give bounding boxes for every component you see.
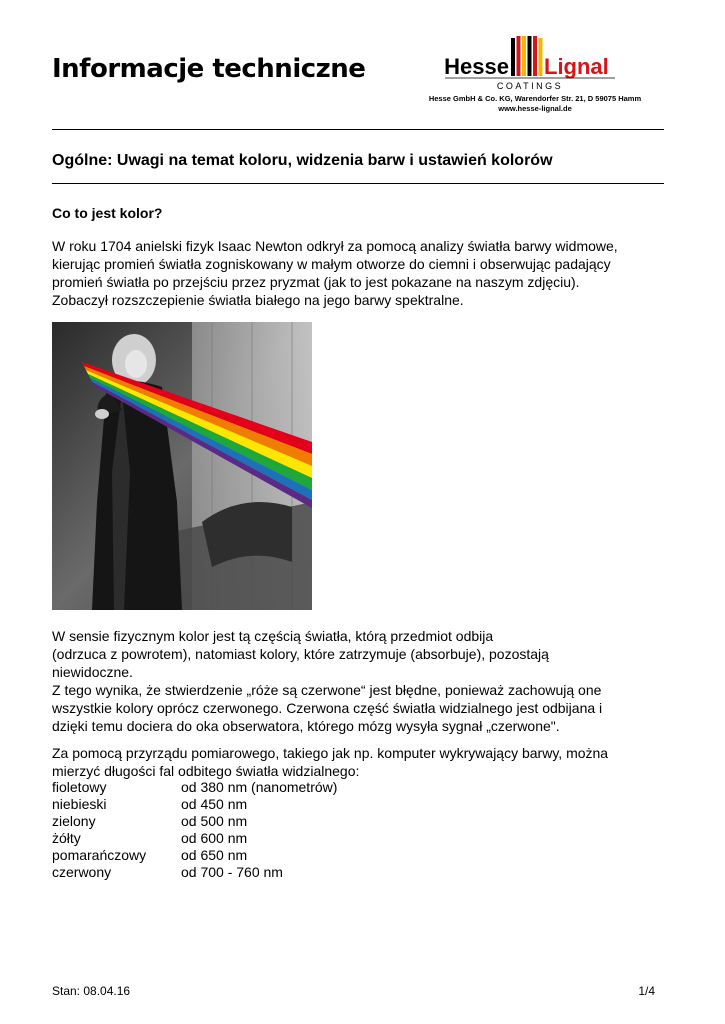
- color-name: niebieski: [52, 796, 107, 812]
- physics-paragraph: [52, 627, 664, 735]
- table-row: [52, 830, 337, 847]
- table-row: [52, 779, 337, 796]
- logo-mark: [415, 36, 655, 96]
- measure-line: Za pomocą przyrządu pomiarowego, takiego jak np. komputer wykrywający barwy, można: [52, 745, 609, 761]
- wavelength-value: od 380 nm (nanometrów): [181, 779, 338, 795]
- logo-brand-right: Lignal: [544, 54, 609, 79]
- wavelength-value: od 500 nm: [181, 813, 248, 829]
- page-number: 1/4: [638, 984, 655, 998]
- color-name: fioletowy: [52, 779, 107, 795]
- color-name: żółty: [52, 830, 81, 846]
- measure-line: mierzyć długości fal odbitego światła widzialnego:: [52, 763, 360, 779]
- newton-prism-image: [52, 322, 312, 610]
- body-line: dzięki temu dociera do oka obserwatora, którego mózg wysyła sygnał „czerwone".: [52, 718, 560, 734]
- wavelength-value: od 650 nm: [181, 847, 248, 863]
- intro-line: kierując promień światła zogniskowany w małym otworze do ciemni i obserwując padający: [52, 256, 611, 272]
- intro-line: Zobaczył rozszczepienie światła białego na jego barwy spektralne.: [52, 292, 464, 308]
- section-title: Ogólne: Uwagi na temat koloru, widzenia barw i ustawień kolorów: [52, 152, 553, 169]
- color-name: pomarańczowy: [52, 847, 147, 863]
- intro-paragraph: [52, 237, 664, 309]
- color-name: czerwony: [52, 864, 112, 880]
- logo-tagline: COATINGS: [496, 81, 564, 91]
- wavelength-value: od 450 nm: [181, 796, 248, 812]
- company-website: www.hesse-lignal.de: [498, 104, 572, 113]
- company-address-block: [415, 94, 655, 114]
- wavelength-table: [52, 779, 337, 881]
- table-row: [52, 847, 337, 864]
- body-line: W sensie fizycznym kolor jest tą częścią światła, którą przedmiot odbija: [52, 628, 494, 644]
- body-line: (odrzuca z powrotem), natomiast kolory, które zatrzymuje (absorbuje), pozostają: [52, 646, 549, 662]
- subheading: Co to jest kolor?: [52, 205, 163, 221]
- wavelength-value: od 700 - 760 nm: [181, 864, 283, 880]
- measurement-paragraph: [52, 744, 664, 780]
- hesse-lignal-logo: [415, 36, 655, 124]
- header-divider: [52, 129, 664, 130]
- table-row: [52, 796, 337, 813]
- intro-line: W roku 1704 anielski fizyk Isaac Newton odkrył za pomocą analizy światła barwy widmowe,: [52, 238, 618, 254]
- section-divider: [52, 183, 664, 184]
- logo-brand-left: Hesse: [444, 54, 509, 79]
- body-line: wszystkie kolory oprócz czerwonego. Czerwona część światła widzialnego jest odbijana i: [52, 700, 603, 716]
- body-line: niewidoczne.: [52, 664, 133, 680]
- table-row: [52, 813, 337, 830]
- intro-line: promień światła po przejściu przez pryzmat (jak to jest pokazane na naszym zdjęciu).: [52, 274, 580, 290]
- color-name: zielony: [52, 813, 96, 829]
- page-title: Informacje techniczne: [52, 54, 366, 84]
- company-address: Hesse GmbH & Co. KG, Warendorfer Str. 21, D 59075 Hamm: [428, 94, 642, 103]
- table-row: [52, 864, 337, 881]
- wavelength-value: od 600 nm: [181, 830, 248, 846]
- body-line: Z tego wynika, że stwierdzenie „róże są czerwone“ jest błędne, ponieważ zachowują one: [52, 682, 602, 698]
- footer-date: Stan: 08.04.16: [52, 984, 131, 998]
- logo-fan: [511, 36, 543, 76]
